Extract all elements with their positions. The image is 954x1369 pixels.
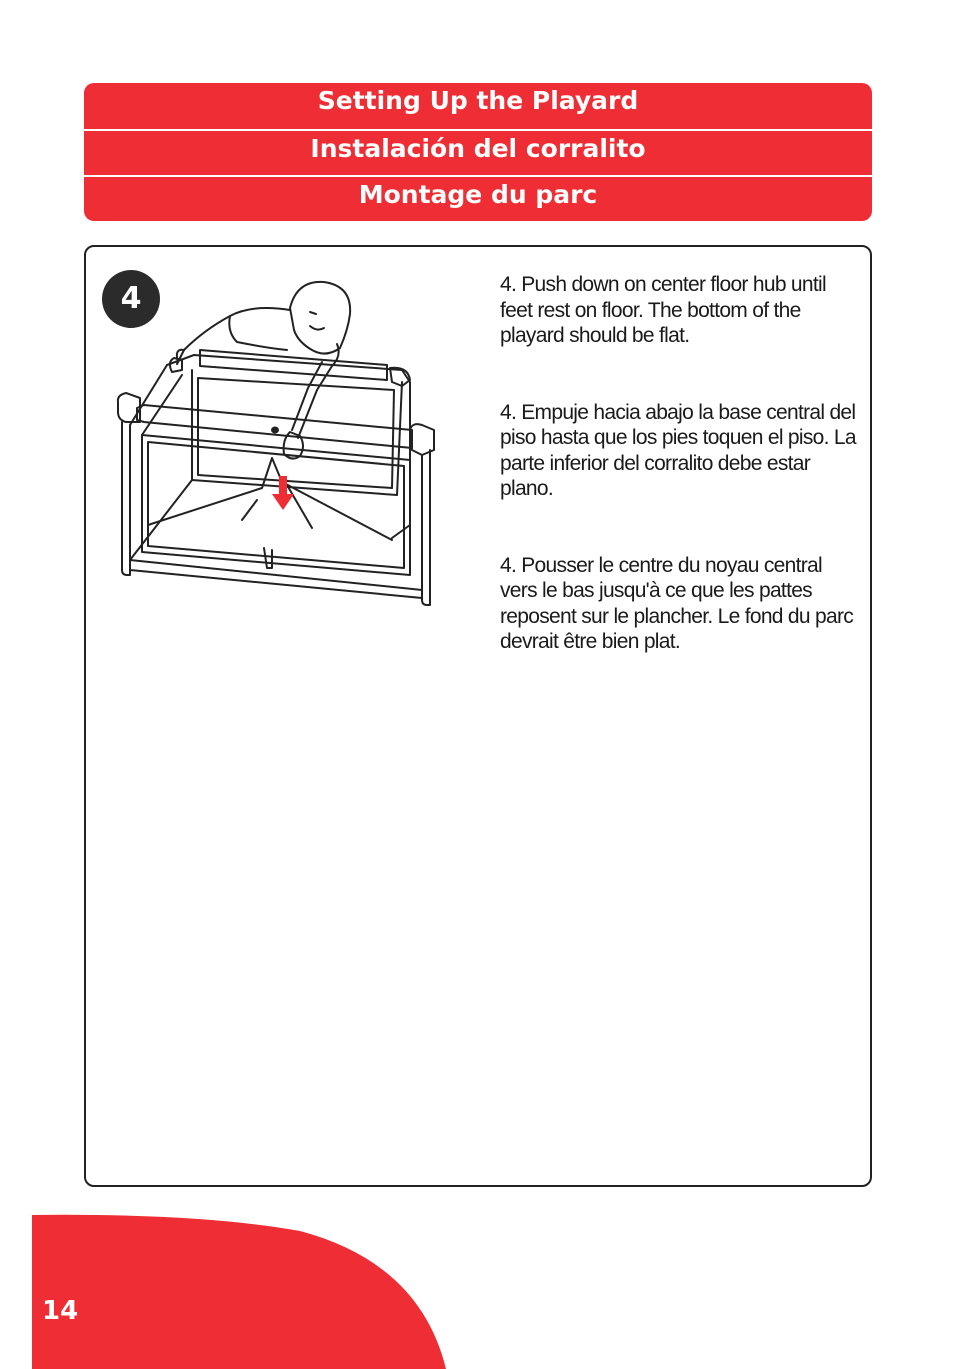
step-number-badge: 4 [102,270,160,328]
playard-push-down-illustration [112,270,442,610]
instructions-text [500,272,860,706]
instruction-spanish: 4. Empuje hacia abajo la base central del piso hasta que los pies toquen el piso. La parte inferior del corralito debe estar plano. [500,400,856,500]
title-spanish: Instalación del corralito [84,129,872,175]
instruction-french: 4. Pousser le centre du noyau central vers le bas jusqu'à ce que les pattes reposent sur le plancher. Le fond du parc devrait être bien plat. [500,553,854,653]
page-number: 14 [42,1296,79,1326]
section-header [84,83,872,221]
down-arrow-icon [272,476,294,510]
title-english: Setting Up the Playard [317,86,639,115]
instruction-english: 4. Push down on center floor hub until feet rest on floor. The bottom of the playard should be flat. [500,273,826,347]
title-french: Montage du parc [84,175,872,221]
footer-red-shape [0,1213,954,1369]
